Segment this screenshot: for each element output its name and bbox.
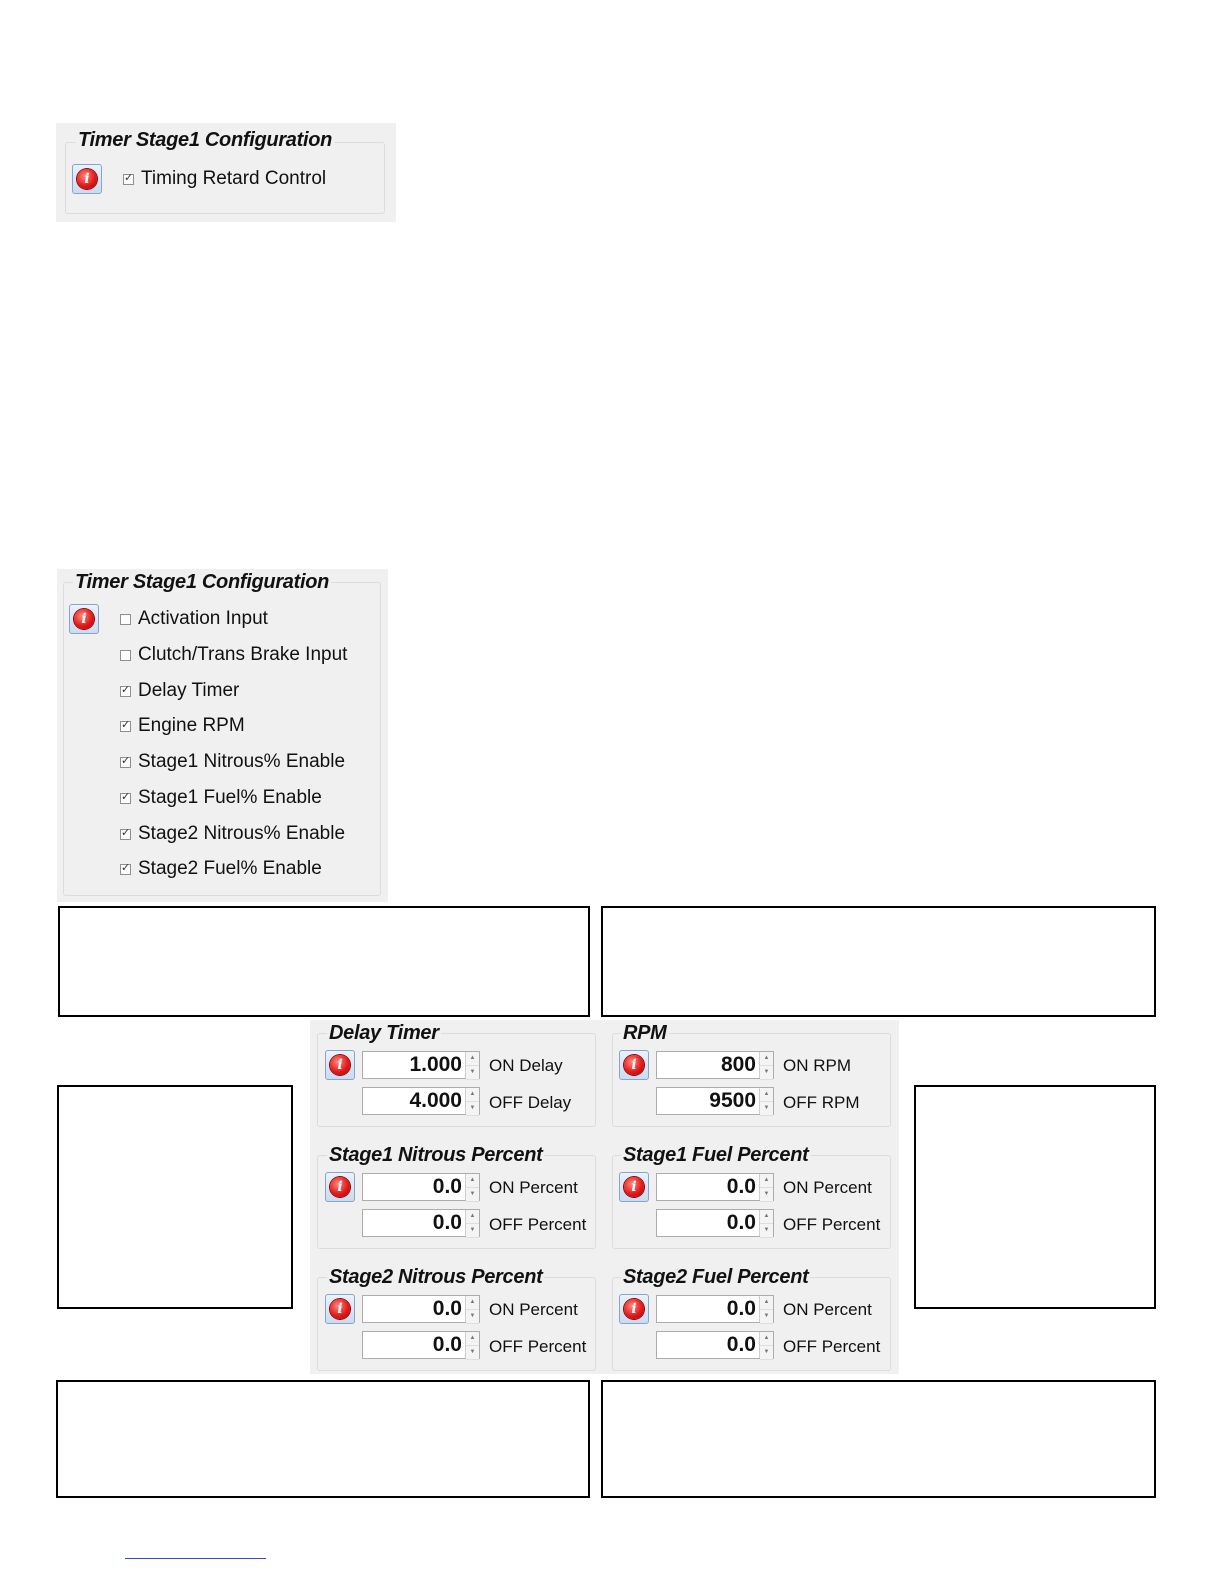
spin-arrows[interactable] xyxy=(759,1296,773,1322)
stage1-nitrous-on-input[interactable] xyxy=(362,1173,480,1201)
group-title: Stage1 Fuel Percent xyxy=(623,1144,809,1166)
info-icon: i xyxy=(624,1055,644,1075)
note-box-bottom-left xyxy=(56,1380,590,1498)
spin-label: OFF Percent xyxy=(783,1215,881,1234)
off-rpm-input[interactable] xyxy=(656,1087,774,1115)
spin-value[interactable]: 0.0 xyxy=(726,1211,756,1234)
checkbox-clutch-trans-brake-input[interactable] xyxy=(120,644,347,666)
checkbox-stage1-nitrous-enable[interactable] xyxy=(120,751,345,773)
spin-arrows[interactable] xyxy=(759,1088,773,1114)
group-title: RPM xyxy=(623,1022,667,1044)
spin-up-icon[interactable]: ▲ xyxy=(466,1332,479,1346)
info-icon: i xyxy=(74,609,94,629)
checkbox-box[interactable] xyxy=(120,864,131,875)
checkbox-label: Activation Input xyxy=(138,608,268,629)
group-title: Delay Timer xyxy=(329,1022,439,1044)
spin-down-icon[interactable]: ▼ xyxy=(760,1346,773,1360)
checkbox-stage2-nitrous-enable[interactable] xyxy=(120,823,345,845)
spin-up-icon[interactable]: ▲ xyxy=(466,1174,479,1188)
config-panel-1 xyxy=(56,123,396,222)
checkbox-delay-timer[interactable] xyxy=(120,680,239,702)
info-button[interactable] xyxy=(619,1294,649,1324)
spin-value[interactable]: 0.0 xyxy=(726,1297,756,1320)
spin-down-icon[interactable]: ▼ xyxy=(466,1188,479,1202)
info-icon: i xyxy=(624,1177,644,1197)
info-button[interactable] xyxy=(325,1050,355,1080)
spin-up-icon[interactable]: ▲ xyxy=(466,1052,479,1066)
checkbox-box[interactable] xyxy=(120,757,131,768)
spin-arrows[interactable] xyxy=(759,1332,773,1358)
on-delay-input[interactable] xyxy=(362,1051,480,1079)
stage2-nitrous-on-input[interactable] xyxy=(362,1295,480,1323)
spin-up-icon[interactable]: ▲ xyxy=(760,1210,773,1224)
info-button[interactable] xyxy=(619,1050,649,1080)
spin-up-icon[interactable]: ▲ xyxy=(760,1174,773,1188)
spin-label: OFF Delay xyxy=(489,1093,572,1112)
spin-arrows[interactable] xyxy=(465,1332,479,1358)
group-title: Stage2 Nitrous Percent xyxy=(329,1266,543,1288)
info-button[interactable] xyxy=(69,604,99,634)
stage1-fuel-on-input[interactable] xyxy=(656,1173,774,1201)
spin-value[interactable]: 0.0 xyxy=(726,1175,756,1198)
checkbox-label: Stage1 Fuel% Enable xyxy=(138,787,322,808)
info-icon: i xyxy=(624,1299,644,1319)
spin-label: OFF Percent xyxy=(489,1215,587,1234)
spin-value[interactable]: 1.000 xyxy=(409,1053,462,1076)
spin-value[interactable]: 800 xyxy=(720,1053,756,1076)
spin-value[interactable]: 4.000 xyxy=(409,1089,462,1112)
spin-arrows[interactable] xyxy=(465,1210,479,1236)
stage2-nitrous-off-input[interactable] xyxy=(362,1331,480,1359)
spin-up-icon[interactable]: ▲ xyxy=(466,1088,479,1102)
spin-up-icon[interactable]: ▲ xyxy=(466,1296,479,1310)
spin-down-icon[interactable]: ▼ xyxy=(760,1188,773,1202)
spin-value[interactable]: 0.0 xyxy=(726,1333,756,1356)
checkbox-engine-rpm[interactable] xyxy=(120,715,245,737)
spin-label: ON Percent xyxy=(783,1178,872,1197)
info-button[interactable] xyxy=(72,164,102,194)
spin-label: ON Delay xyxy=(489,1056,563,1075)
spin-down-icon[interactable]: ▼ xyxy=(466,1224,479,1238)
spin-arrows[interactable] xyxy=(465,1174,479,1200)
spin-value[interactable]: 0.0 xyxy=(432,1211,462,1234)
spin-arrows[interactable] xyxy=(465,1052,479,1078)
spin-down-icon[interactable]: ▼ xyxy=(466,1310,479,1324)
spin-down-icon[interactable]: ▼ xyxy=(466,1102,479,1116)
group-title: Stage2 Fuel Percent xyxy=(623,1266,809,1288)
off-delay-input[interactable] xyxy=(362,1087,480,1115)
spin-down-icon[interactable]: ▼ xyxy=(760,1102,773,1116)
spin-label: OFF Percent xyxy=(783,1337,881,1356)
checkbox-box[interactable] xyxy=(120,829,131,840)
spin-down-icon[interactable]: ▼ xyxy=(760,1066,773,1080)
spin-down-icon[interactable]: ▼ xyxy=(760,1224,773,1238)
stage1-fuel-off-input[interactable] xyxy=(656,1209,774,1237)
spin-arrows[interactable] xyxy=(759,1052,773,1078)
spin-up-icon[interactable]: ▲ xyxy=(466,1210,479,1224)
info-button[interactable] xyxy=(325,1294,355,1324)
group-title: Stage1 Nitrous Percent xyxy=(329,1144,543,1166)
spin-value[interactable]: 9500 xyxy=(709,1089,756,1112)
on-rpm-input[interactable] xyxy=(656,1051,774,1079)
spin-arrows[interactable] xyxy=(759,1210,773,1236)
spin-up-icon[interactable]: ▲ xyxy=(760,1296,773,1310)
info-button[interactable] xyxy=(325,1172,355,1202)
spin-down-icon[interactable]: ▼ xyxy=(466,1346,479,1360)
checkbox-label: Stage1 Nitrous% Enable xyxy=(138,751,346,772)
spin-arrows[interactable] xyxy=(465,1088,479,1114)
info-button[interactable] xyxy=(619,1172,649,1202)
spin-value[interactable]: 0.0 xyxy=(432,1297,462,1320)
footer-link-underline[interactable] xyxy=(125,1558,266,1559)
spin-label: OFF Percent xyxy=(489,1337,587,1356)
checkbox-label: Stage2 Fuel% Enable xyxy=(138,858,322,879)
note-box-top-right xyxy=(601,906,1156,1017)
spin-value[interactable]: 0.0 xyxy=(432,1175,462,1198)
checkbox-label: Engine RPM xyxy=(138,715,245,736)
spin-label: ON Percent xyxy=(783,1300,872,1319)
checkbox-stage1-fuel-enable[interactable] xyxy=(120,787,322,809)
checkbox-label: Stage2 Nitrous% Enable xyxy=(138,823,346,844)
spin-up-icon[interactable]: ▲ xyxy=(760,1052,773,1066)
note-box-top-left xyxy=(58,906,590,1017)
spin-arrows[interactable] xyxy=(759,1174,773,1200)
checkbox-box[interactable] xyxy=(120,793,131,804)
spin-value[interactable]: 0.0 xyxy=(432,1333,462,1356)
checkbox-box[interactable] xyxy=(123,174,134,185)
spin-label: ON RPM xyxy=(783,1056,851,1075)
config-panel-2 xyxy=(57,569,388,902)
spin-down-icon[interactable]: ▼ xyxy=(760,1310,773,1324)
config-title-2: Timer Stage1 Configuration xyxy=(75,571,330,593)
checkbox-box[interactable] xyxy=(120,721,131,732)
info-icon: i xyxy=(330,1055,350,1075)
spin-label: OFF RPM xyxy=(783,1093,860,1112)
parameter-panel xyxy=(310,1020,899,1374)
stage1-nitrous-off-input[interactable] xyxy=(362,1209,480,1237)
info-icon: i xyxy=(330,1299,350,1319)
checkbox-box[interactable] xyxy=(120,650,131,661)
checkbox-label: Clutch/Trans Brake Input xyxy=(138,644,348,665)
note-box-bottom-right xyxy=(601,1380,1156,1498)
spin-down-icon[interactable]: ▼ xyxy=(466,1066,479,1080)
note-box-mid-left xyxy=(57,1085,293,1309)
checkbox-activation-input[interactable] xyxy=(120,608,268,630)
stage2-fuel-on-input[interactable] xyxy=(656,1295,774,1323)
info-icon: i xyxy=(77,169,97,189)
checkbox-label: Timing Retard Control xyxy=(141,168,327,189)
spin-arrows[interactable] xyxy=(465,1296,479,1322)
checkbox-box[interactable] xyxy=(120,686,131,697)
config-title-1: Timer Stage1 Configuration xyxy=(78,129,333,151)
checkbox-stage2-fuel-enable[interactable] xyxy=(120,858,322,880)
spin-up-icon[interactable]: ▲ xyxy=(760,1332,773,1346)
spin-up-icon[interactable]: ▲ xyxy=(760,1088,773,1102)
checkbox-box[interactable] xyxy=(120,614,131,625)
note-box-mid-right xyxy=(914,1085,1156,1309)
stage2-fuel-off-input[interactable] xyxy=(656,1331,774,1359)
spin-label: ON Percent xyxy=(489,1178,578,1197)
checkbox-timing-retard-control[interactable] xyxy=(123,168,326,190)
info-icon: i xyxy=(330,1177,350,1197)
checkbox-label: Delay Timer xyxy=(138,680,240,701)
spin-label: ON Percent xyxy=(489,1300,578,1319)
